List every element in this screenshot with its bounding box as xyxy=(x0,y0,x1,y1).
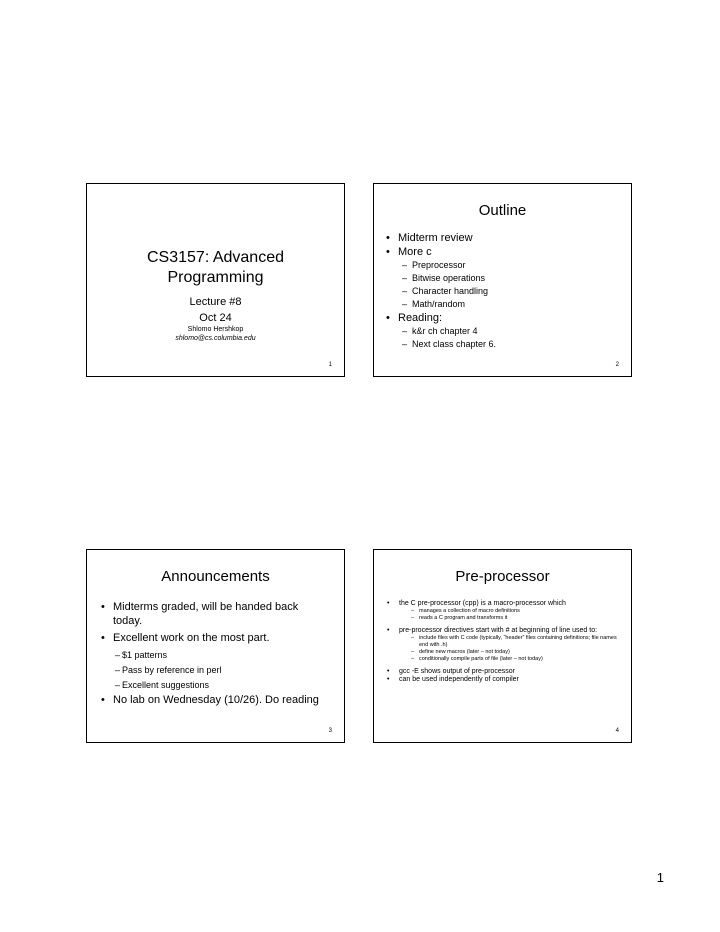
slide-1-title-line1: CS3157: Advanced xyxy=(147,249,284,266)
slide-4 xyxy=(373,549,632,743)
sub-bullet: – $1 patterns xyxy=(101,648,324,663)
slide-3-number: 3 xyxy=(328,728,332,734)
sub-bullet: – define new macros (later – not today) xyxy=(387,649,617,656)
slide-1-date: Oct 24 xyxy=(199,312,232,324)
sub-bullet: – reads a C program and transforms it xyxy=(387,615,617,622)
bullet: • Midterms graded, will be handed back today. xyxy=(101,600,324,628)
page-number: 1 xyxy=(656,870,664,885)
sub-bullet: – Bitwise operations xyxy=(386,272,623,285)
bullet: • gcc -E shows output of pre-processor xyxy=(387,668,617,676)
slide-1-title xyxy=(87,248,344,288)
slide-4-number: 4 xyxy=(615,728,619,734)
sub-bullet: – Character handling xyxy=(386,285,623,298)
sub-bullet: – Preprocessor xyxy=(386,259,623,272)
slide-2-bullet-list xyxy=(386,231,623,351)
bullet: • the C pre-processor (cpp) is a macro-processor which xyxy=(387,600,617,608)
slide-1-email: shlomo@cs.columbia.edu xyxy=(175,335,256,342)
bullet: • Excellent work on the most part. xyxy=(101,631,324,645)
slide-4-bullet-list xyxy=(387,600,617,684)
sub-bullet: – manages a collection of macro definitions xyxy=(387,608,617,615)
sub-bullet: – conditionally compile parts of file (later – not today) xyxy=(387,656,617,663)
slide-1-author: Shlomo Hershkop xyxy=(187,326,244,333)
slide-2 xyxy=(373,183,632,377)
slide-3-bullet-list xyxy=(101,600,324,710)
slide-4-title: Pre-processor xyxy=(455,568,550,585)
slide-2-number: 2 xyxy=(615,362,619,368)
bullet: • More c xyxy=(386,245,623,259)
bullet: • No lab on Wednesday (10/26). Do reading xyxy=(101,693,324,707)
bullet: • Reading: xyxy=(386,311,623,325)
bullet: • can be used independently of compiler xyxy=(387,676,617,684)
slide-1-lecture: Lecture #8 xyxy=(189,296,242,308)
sub-bullet: – Next class chapter 6. xyxy=(386,338,623,351)
sub-bullet: – Pass by reference in perl xyxy=(101,663,324,678)
bullet: • pre-processor directives start with # at beginning of line used to: xyxy=(387,627,617,635)
slide-1-number: 1 xyxy=(328,362,332,368)
sub-bullet: – Math/random xyxy=(386,298,623,311)
slide-3 xyxy=(86,549,345,743)
sub-bullet: – k&r ch chapter 4 xyxy=(386,325,623,338)
sub-bullet: – Excellent suggestions xyxy=(101,678,324,693)
bullet: • Midterm review xyxy=(386,231,623,245)
slide-1 xyxy=(86,183,345,377)
slide-2-title: Outline xyxy=(478,202,527,219)
slide-1-title-line2: Programming xyxy=(167,269,264,286)
slide-3-title: Announcements xyxy=(161,568,270,585)
sub-bullet: – include files with C code (typically, “header” files containing definitions; file names end with .h) xyxy=(387,635,617,649)
